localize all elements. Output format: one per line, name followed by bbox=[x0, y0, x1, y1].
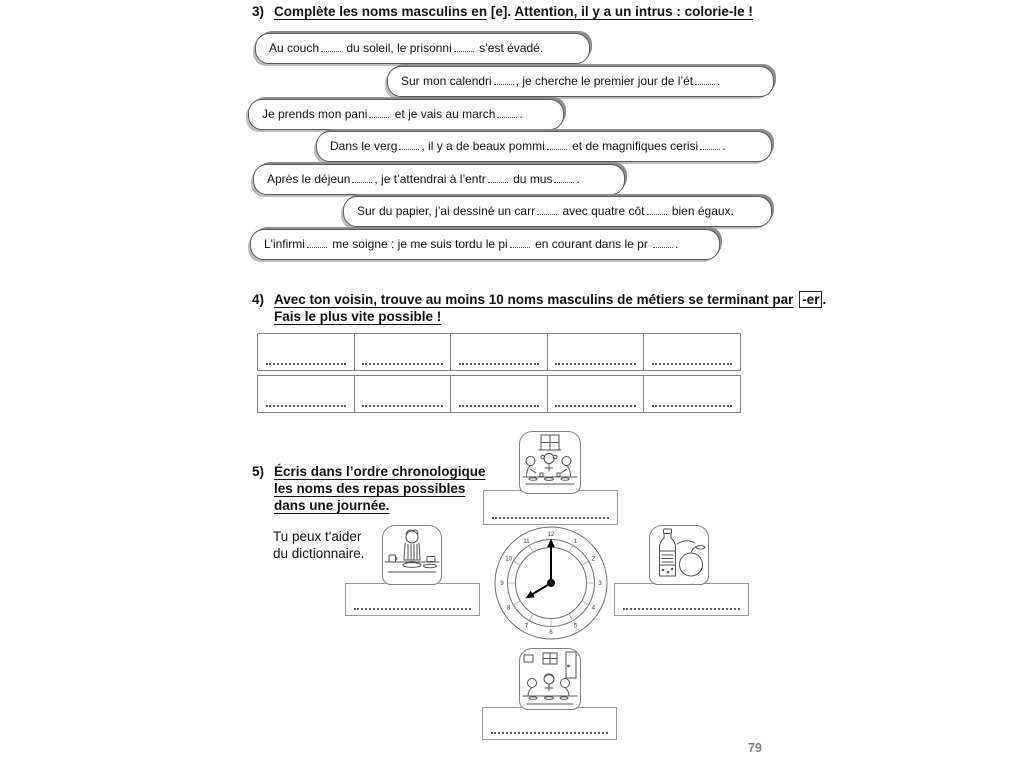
fill-in-blank[interactable] bbox=[352, 172, 372, 183]
metier-answer-cell[interactable] bbox=[258, 334, 355, 370]
clock-number: 6 bbox=[549, 630, 553, 637]
dotted-answer-line bbox=[492, 517, 609, 519]
sentence-bubble: L'infirmi me soigne : je me suis tordu le pi en courant dans le pr . bbox=[250, 229, 720, 260]
fill-in-blank[interactable] bbox=[547, 139, 567, 150]
metier-answer-cell[interactable] bbox=[548, 376, 645, 412]
answer-box-snack[interactable] bbox=[614, 583, 749, 616]
dotted-answer-line bbox=[555, 363, 635, 365]
clock-face bbox=[492, 524, 610, 642]
metier-answer-cell[interactable] bbox=[548, 334, 645, 370]
hint-line2: du dictionnaire. bbox=[273, 546, 365, 561]
metiers-grid-row bbox=[257, 333, 741, 371]
exercise4-number: 4) bbox=[252, 292, 265, 307]
fill-in-blank[interactable] bbox=[497, 107, 517, 118]
metier-answer-cell[interactable] bbox=[355, 376, 452, 412]
dotted-answer-line bbox=[623, 608, 740, 610]
fill-in-blank[interactable] bbox=[321, 41, 341, 52]
fill-in-blank[interactable] bbox=[454, 41, 474, 52]
metier-answer-cell[interactable] bbox=[644, 334, 740, 370]
clock-number: 7 bbox=[524, 623, 529, 630]
title-segment: Attention, il y a un intrus : colorie-le ! bbox=[514, 4, 753, 19]
fill-in-blank[interactable] bbox=[369, 107, 389, 118]
dotted-answer-line bbox=[459, 405, 539, 407]
dotted-answer-line bbox=[266, 405, 346, 407]
fill-in-blank[interactable] bbox=[510, 237, 530, 248]
snack-scene-icon bbox=[649, 525, 709, 585]
fill-in-blank[interactable] bbox=[700, 139, 720, 150]
sentence-bubble: Après le déjeun , je t’attendrai à l’entr du mus . bbox=[253, 164, 625, 195]
exercise5-number: 5) bbox=[252, 464, 265, 479]
title-segment: [e]. bbox=[487, 4, 515, 19]
ex3-title bbox=[274, 4, 753, 19]
metier-answer-cell[interactable] bbox=[355, 334, 452, 370]
metier-answer-cell[interactable] bbox=[451, 334, 548, 370]
fill-in-blank[interactable] bbox=[537, 204, 557, 215]
dotted-answer-line bbox=[555, 405, 635, 407]
title-segment: Complète les noms masculins en bbox=[274, 4, 488, 19]
er-suffix-box: -er bbox=[799, 291, 822, 308]
title-segment bbox=[793, 292, 797, 307]
clock-number: 12 bbox=[547, 532, 555, 539]
fill-in-blank[interactable] bbox=[494, 74, 514, 85]
sentence-bubble: Sur mon calendri , je cherche le premier jour de l’ét . bbox=[387, 66, 774, 97]
fill-in-blank[interactable] bbox=[653, 237, 673, 248]
title-segment: . bbox=[822, 292, 827, 307]
sentence-bubble: Dans le verg , il y a de beaux pommi et de magnifiques cerisi . bbox=[316, 131, 772, 162]
dotted-answer-line bbox=[652, 363, 732, 365]
fill-in-blank[interactable] bbox=[399, 139, 419, 150]
answer-box-dinner[interactable] bbox=[482, 707, 617, 740]
clock-center-dot bbox=[547, 579, 555, 587]
clock-number: 11 bbox=[523, 538, 530, 545]
answer-box-lunch[interactable] bbox=[345, 583, 480, 616]
sentence-bubble: Sur du papier, j’ai dessiné un carr avec quatre côt bien égaux. bbox=[343, 196, 772, 227]
title-segment: Avec ton voisin, trouve au moins 10 noms masculins de métiers se terminant par bbox=[274, 292, 794, 307]
page-number: 79 bbox=[748, 741, 762, 755]
clock-number: 10 bbox=[505, 556, 512, 563]
dotted-answer-line bbox=[362, 363, 442, 365]
metier-answer-cell[interactable] bbox=[644, 376, 740, 412]
ex5-title-line1: Écris dans l’ordre chronologique bbox=[274, 464, 486, 479]
dotted-answer-line bbox=[354, 608, 471, 610]
breakfast-scene-icon bbox=[519, 431, 581, 494]
dotted-answer-line bbox=[459, 363, 539, 365]
clock-number: 5 bbox=[573, 623, 578, 630]
answer-box-breakfast[interactable] bbox=[483, 490, 618, 525]
clock-number: 8 bbox=[506, 605, 511, 612]
metier-answer-cell[interactable] bbox=[451, 376, 548, 412]
fill-in-blank[interactable] bbox=[488, 172, 508, 183]
ex5-title-line3: dans une journée. bbox=[274, 498, 390, 513]
clock-number: 3 bbox=[598, 581, 602, 588]
clock-number: 9 bbox=[500, 581, 504, 588]
dinner-scene-icon bbox=[519, 648, 581, 710]
clock-number: 1 bbox=[573, 538, 578, 545]
metiers-grid-row bbox=[257, 375, 741, 413]
dotted-answer-line bbox=[266, 363, 346, 365]
fill-in-blank[interactable] bbox=[307, 237, 327, 248]
metier-answer-cell[interactable] bbox=[258, 376, 355, 412]
clock-number: 4 bbox=[591, 605, 596, 612]
hint-line1: Tu peux t'aider bbox=[273, 529, 362, 544]
dotted-answer-line bbox=[362, 405, 442, 407]
sentence-bubble: Je prends mon pani et je vais au march . bbox=[248, 99, 564, 130]
ex4-title-line2: Fais le plus vite possible ! bbox=[274, 309, 442, 324]
fill-in-blank[interactable] bbox=[554, 172, 574, 183]
ex4-title-line1 bbox=[274, 292, 826, 307]
dotted-answer-line bbox=[652, 405, 732, 407]
clock-number: 2 bbox=[591, 556, 596, 563]
fill-in-blank[interactable] bbox=[695, 74, 715, 85]
sentence-bubble: Au couch du soleil, le prisonni s’est évadé. bbox=[255, 33, 590, 64]
metiers-grid bbox=[257, 333, 741, 417]
ex5-title-line2: les noms des repas possibles bbox=[274, 481, 466, 496]
exercise3-number: 3) bbox=[252, 4, 265, 19]
lunch-scene-icon bbox=[382, 525, 442, 585]
fill-in-blank[interactable] bbox=[647, 204, 667, 215]
dotted-answer-line bbox=[491, 732, 608, 734]
